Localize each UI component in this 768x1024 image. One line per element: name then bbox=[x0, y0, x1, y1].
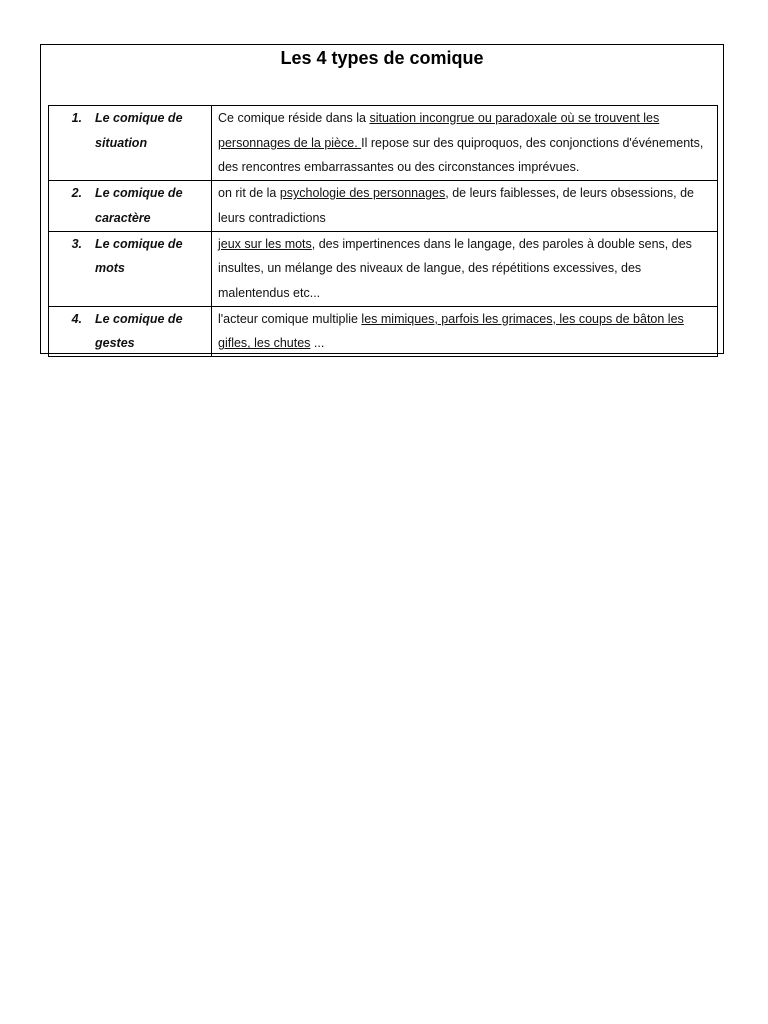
description-text: Il repose sur des quiproquos, des conjonctions d'événements, des rencontres embarrassantes ou des circonstances imprévues. bbox=[218, 135, 704, 175]
table-row bbox=[49, 306, 718, 356]
row-heading-cell bbox=[49, 181, 212, 231]
row-label: Le comique de caractère bbox=[95, 186, 183, 225]
table-row bbox=[49, 231, 718, 306]
row-number: 2. bbox=[71, 186, 82, 201]
description-underlined-text: situation incongrue ou paradoxale où se trouvent les personnages de la pièce. bbox=[218, 111, 660, 150]
row-label: Le comique de mots bbox=[95, 236, 183, 276]
row-number: 4. bbox=[71, 311, 82, 326]
table-row bbox=[49, 106, 718, 181]
description-text: , de leurs faiblesses, de leurs obsessions, de leurs contradictions bbox=[218, 186, 694, 225]
row-description-cell bbox=[212, 181, 718, 231]
row-label: Le comique de situation bbox=[95, 111, 183, 150]
row-heading-cell bbox=[49, 106, 212, 181]
row-description-cell bbox=[212, 306, 718, 356]
description-underlined-text: psychologie des personnages bbox=[279, 186, 446, 201]
comic-types-table bbox=[48, 105, 718, 357]
row-description-cell bbox=[212, 231, 718, 306]
row-heading-cell bbox=[49, 231, 212, 306]
row-number: 3. bbox=[71, 236, 82, 251]
row-number: 1. bbox=[71, 111, 82, 125]
description-text: , des impertinences dans le langage, des paroles à double sens, des insultes, un mélange des niveaux de langue, des répétitions excessives, des malentendus etc... bbox=[218, 236, 692, 300]
row-description-cell bbox=[212, 106, 718, 181]
description-text: l'acteur comique multiplie bbox=[218, 311, 362, 326]
document-title: Les 4 types de comique bbox=[280, 48, 484, 68]
row-heading-cell bbox=[49, 306, 212, 356]
description-underlined-text: jeux sur les mots bbox=[218, 236, 312, 251]
row-label: Le comique de gestes bbox=[95, 311, 183, 351]
table-row bbox=[49, 181, 718, 231]
description-underlined-text: les mimiques, parfois les grimaces, les coups de bâton les gifles, les chutes bbox=[218, 311, 684, 351]
document-frame bbox=[40, 44, 724, 354]
description-text: ... bbox=[310, 336, 325, 351]
description-text: Ce comique réside dans la bbox=[218, 111, 370, 125]
description-text: on rit de la bbox=[218, 186, 280, 201]
